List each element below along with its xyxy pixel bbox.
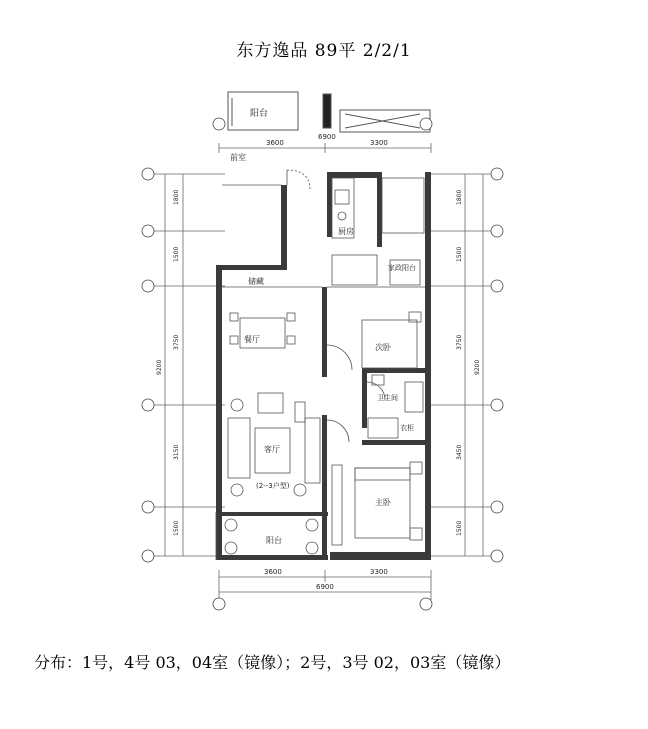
room-label-wardrobe: 衣柜 — [400, 424, 414, 432]
dim-bottom-left: 3600 — [264, 568, 282, 576]
room-label-balcony-top: 阳台 — [250, 109, 269, 119]
dim-right-total: 9200 — [474, 359, 481, 375]
axis-markers-left — [142, 168, 154, 562]
axis-markers-bottom — [213, 598, 432, 610]
room-label-entrance: 前室 — [230, 153, 246, 162]
dim-left-3: 3750 — [173, 334, 180, 350]
distribution-note: 分布：1号，4号 03，04室（镜像）；2号，3号 02，03室（镜像） — [34, 653, 511, 672]
top-dimension-lines — [219, 143, 431, 153]
dim-top-left: 3600 — [266, 139, 284, 147]
plan-title: 东方逸品 89平 2/2/1 — [236, 41, 412, 61]
interior-lines — [216, 170, 425, 560]
dim-left-5: 1500 — [173, 520, 180, 536]
right-dimension-lines — [425, 174, 498, 556]
axis-markers-right — [491, 168, 503, 562]
room-label-master: 主卧 — [375, 498, 391, 507]
room-label-utility: 家政阳台 — [388, 264, 416, 272]
dim-left-2: 1500 — [173, 246, 180, 262]
dim-right-5: 1500 — [456, 520, 463, 536]
dim-right-1: 1800 — [456, 189, 463, 205]
walls — [216, 172, 431, 560]
room-label-bathroom: 卫生间 — [377, 394, 398, 402]
dim-left-4: 3150 — [173, 444, 180, 460]
room-label-dining: 餐厅 — [244, 335, 260, 344]
dim-right-4: 3450 — [456, 444, 463, 460]
dim-right-2: 1500 — [456, 246, 463, 262]
dim-top-right: 3300 — [370, 139, 388, 147]
unit-note: (2--3户型) — [256, 482, 290, 490]
room-label-storage: 储藏 — [248, 277, 264, 286]
dim-top-total: 6900 — [318, 133, 336, 141]
room-label-kitchen: 厨房 — [338, 227, 354, 236]
room-label-second-bedroom: 次卧 — [375, 343, 391, 352]
room-label-balcony-bottom: 阳台 — [266, 536, 282, 545]
dim-left-total: 9200 — [156, 359, 163, 375]
dim-bottom-right: 3300 — [370, 568, 388, 576]
dim-right-3: 3750 — [456, 334, 463, 350]
dim-bottom-total: 6900 — [316, 583, 334, 591]
room-label-living: 客厅 — [264, 445, 280, 454]
dim-left-1: 1800 — [173, 189, 180, 205]
